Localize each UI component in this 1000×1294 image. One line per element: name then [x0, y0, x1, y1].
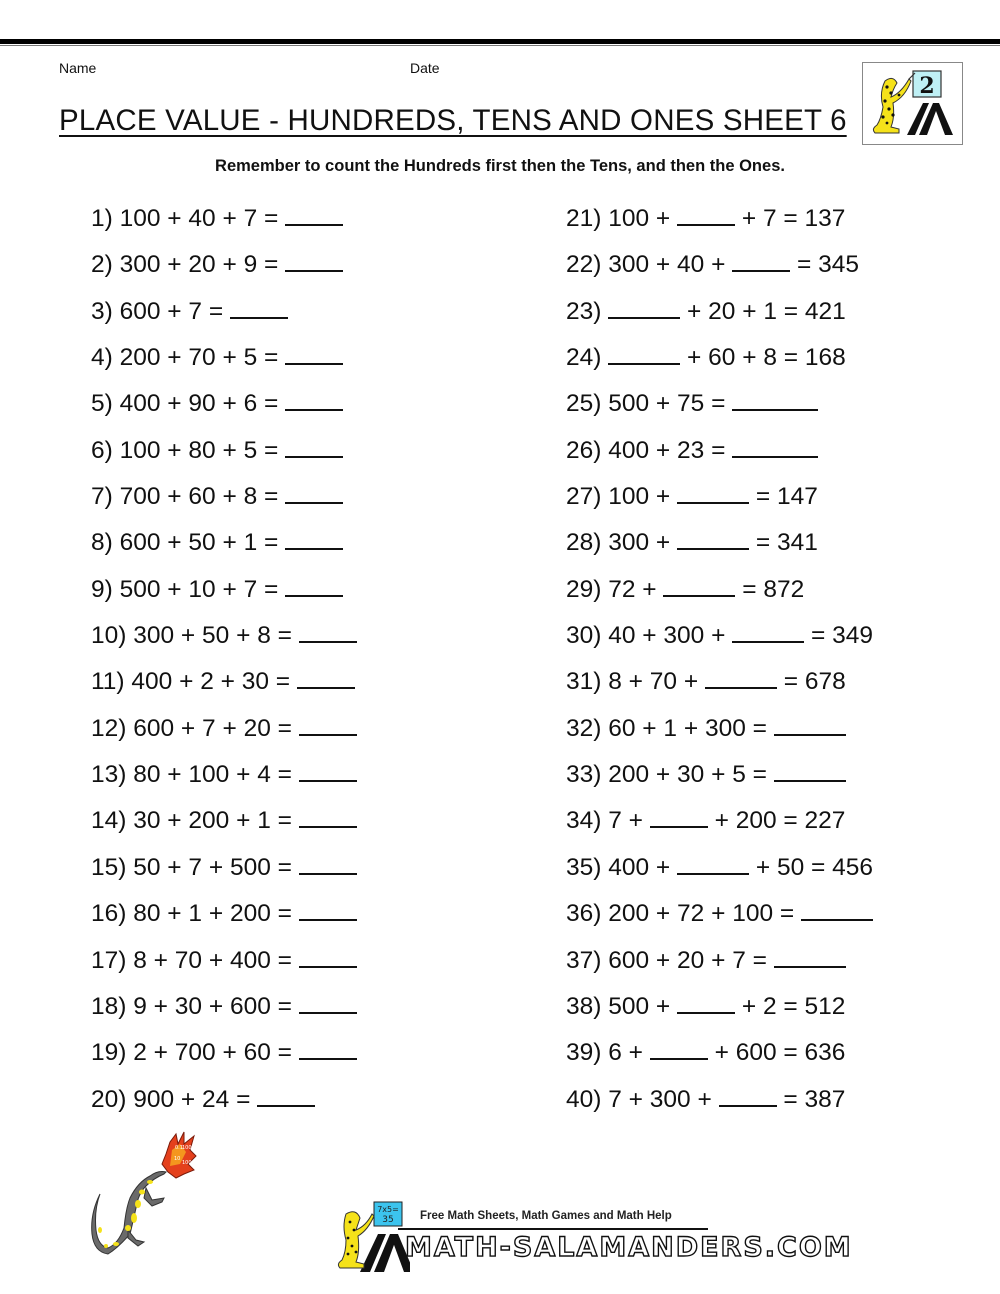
question-number: 36): [566, 900, 602, 928]
question-expression: 9 + 30 + 600 =: [133, 992, 292, 1020]
question-number: 9): [91, 575, 113, 603]
question-result: + 200 = 227: [714, 807, 846, 835]
question-37: [566, 941, 873, 987]
answer-blank[interactable]: [732, 432, 818, 458]
question-expression: 200 + 30 + 5 =: [608, 761, 767, 789]
question-expression: 40 + 300 +: [608, 622, 726, 650]
question-22: [566, 245, 873, 291]
question-expression: 7 + 300 +: [608, 1085, 712, 1113]
question-number: 27): [566, 483, 602, 511]
question-expression: 72 +: [608, 575, 657, 603]
question-expression: 8 + 70 +: [608, 668, 699, 696]
answer-blank[interactable]: [299, 988, 357, 1014]
question-number: 11): [91, 668, 125, 696]
question-33: [566, 755, 873, 801]
question-expression: 600 + 7 =: [119, 297, 224, 325]
question-number: 21): [566, 205, 602, 232]
question-number: 8): [91, 529, 113, 557]
answer-blank[interactable]: [285, 524, 343, 550]
answer-blank[interactable]: [705, 663, 777, 689]
question-27: [566, 477, 873, 523]
question-number: 5): [91, 390, 113, 418]
svg-text:100: 100: [182, 1160, 192, 1166]
question-expression: 300 + 20 + 9 =: [119, 251, 279, 279]
question-12: [91, 709, 357, 755]
answer-blank[interactable]: [299, 1034, 357, 1060]
answer-blank[interactable]: [677, 524, 749, 550]
question-number: 10): [91, 622, 127, 650]
question-9: [91, 570, 357, 616]
answer-blank[interactable]: [650, 802, 708, 828]
question-26: [566, 431, 873, 477]
question-number: 28): [566, 529, 602, 557]
question-expression: 700 + 60 + 8 =: [119, 483, 279, 511]
question-number: 33): [566, 761, 602, 789]
question-34: [566, 801, 873, 847]
question-40: [566, 1080, 873, 1126]
question-expression: 600 + 50 + 1 =: [119, 529, 279, 557]
answer-blank[interactable]: [299, 710, 357, 736]
question-38: [566, 987, 873, 1033]
answer-blank[interactable]: [677, 478, 749, 504]
question-39: [566, 1033, 873, 1079]
question-expression: 200 + 70 + 5 =: [119, 344, 279, 372]
question-2: [91, 245, 357, 291]
answer-blank[interactable]: [650, 1034, 708, 1060]
question-28: [566, 523, 873, 569]
question-expression: 500 + 75 =: [608, 390, 726, 418]
question-20: [91, 1080, 357, 1126]
question-expression: 30 + 200 + 1 =: [133, 807, 292, 835]
question-number: 26): [566, 436, 602, 464]
question-number: 4): [91, 344, 113, 372]
question-number: 14): [91, 807, 127, 835]
question-result: + 7 = 137: [741, 205, 846, 232]
answer-blank[interactable]: [299, 942, 357, 968]
answer-blank[interactable]: [677, 849, 749, 875]
answer-blank[interactable]: [774, 756, 846, 782]
question-expression: 80 + 1 + 200 =: [133, 900, 292, 928]
answer-blank[interactable]: [608, 339, 680, 365]
question-expression: 100 + 80 + 5 =: [119, 436, 279, 464]
question-expression: 50 + 7 + 500 =: [133, 853, 292, 881]
question-10: [91, 616, 357, 662]
salamander-icon: [72, 1130, 202, 1280]
question-30: [566, 616, 873, 662]
fire-salamander-image: [72, 1130, 195, 1270]
question-number: 34): [566, 807, 602, 835]
question-expression: 400 + 90 + 6 =: [119, 390, 279, 418]
top-rule-thin: [0, 45, 1000, 46]
question-number: 1): [91, 205, 113, 232]
answer-blank[interactable]: [663, 571, 735, 597]
question-number: 3): [91, 297, 113, 325]
question-number: 35): [566, 853, 602, 881]
answer-blank[interactable]: [285, 432, 343, 458]
question-25: [566, 384, 873, 430]
question-expression: 500 +: [608, 992, 671, 1020]
question-number: 6): [91, 436, 113, 464]
question-expression: 300 +: [608, 529, 671, 557]
question-32: [566, 709, 873, 755]
answer-blank[interactable]: [285, 200, 343, 226]
answer-blank[interactable]: [230, 293, 288, 319]
question-expression: 200 + 72 + 100 =: [608, 900, 795, 928]
answer-blank[interactable]: [608, 293, 680, 319]
answer-blank[interactable]: [732, 385, 818, 411]
question-number: 17): [91, 946, 127, 974]
question-expression: 600 + 7 + 20 =: [133, 714, 292, 742]
question-24: [566, 338, 873, 384]
question-expression: 900 + 24 =: [133, 1085, 251, 1113]
question-number: 37): [566, 946, 602, 974]
question-8: [91, 523, 357, 569]
page-title: PLACE VALUE - HUNDREDS, TENS AND ONES SHEET 6: [59, 104, 847, 137]
question-14: [91, 801, 357, 847]
answer-blank[interactable]: [285, 246, 343, 272]
question-number: 12): [91, 714, 127, 742]
question-number: 38): [566, 992, 602, 1020]
question-result: = 349: [811, 622, 874, 650]
question-18: [91, 987, 357, 1033]
question-expression: 400 + 23 =: [608, 436, 726, 464]
answer-blank[interactable]: [257, 1081, 315, 1107]
question-expression: 6 +: [608, 1039, 643, 1067]
salamander-board-icon: [330, 1200, 410, 1280]
question-3: [91, 292, 357, 338]
svg-text:7x5=: 7x5=: [377, 1205, 399, 1214]
question-number: 24): [566, 344, 602, 372]
question-result: = 387: [783, 1085, 846, 1113]
question-13: [91, 755, 357, 801]
question-number: 20): [91, 1085, 127, 1113]
question-number: 31): [566, 668, 602, 696]
question-expression: 500 + 10 + 7 =: [119, 575, 279, 603]
question-result: + 50 = 456: [755, 853, 874, 881]
question-expression: 100 +: [608, 483, 671, 511]
answer-blank[interactable]: [801, 895, 873, 921]
question-expression: 7 +: [608, 807, 643, 835]
question-7: [91, 477, 357, 523]
question-expression: 2 + 700 + 60 =: [133, 1039, 292, 1067]
question-result: = 341: [755, 529, 818, 557]
footer-tagline: Free Math Sheets, Math Games and Math Help: [420, 1210, 672, 1222]
answer-blank[interactable]: [677, 200, 735, 226]
question-result: + 2 = 512: [741, 992, 846, 1020]
answer-blank[interactable]: [774, 710, 846, 736]
answer-blank[interactable]: [774, 942, 846, 968]
question-result: + 60 + 8 = 168: [687, 344, 846, 372]
answer-blank[interactable]: [299, 617, 357, 643]
footer-site-link[interactable]: MATH-SALAMANDERS.COM: [405, 1232, 853, 1263]
question-number: 23): [566, 297, 602, 325]
salamander-teacher-icon: [863, 63, 962, 144]
question-expression: 80 + 100 + 4 =: [133, 761, 292, 789]
question-number: 30): [566, 622, 602, 650]
question-15: [91, 848, 357, 894]
question-number: 29): [566, 575, 602, 603]
name-label: Name: [59, 60, 97, 76]
question-expression: 300 + 50 + 8 =: [133, 622, 292, 650]
question-number: 32): [566, 714, 602, 742]
question-result: + 20 + 1 = 421: [687, 297, 846, 325]
question-29: [566, 570, 873, 616]
question-21: [566, 199, 873, 245]
footer-rule: [398, 1228, 708, 1230]
question-result: = 345: [797, 251, 860, 279]
answer-blank[interactable]: [299, 895, 357, 921]
question-6: [91, 431, 357, 477]
question-36: [566, 894, 873, 940]
question-11: [91, 662, 357, 708]
question-number: 22): [566, 251, 602, 279]
answer-blank[interactable]: [299, 849, 357, 875]
question-number: 18): [91, 992, 127, 1020]
questions-column-right: [566, 199, 873, 1126]
question-number: 13): [91, 761, 127, 789]
answer-blank[interactable]: [285, 478, 343, 504]
question-result: = 872: [742, 575, 805, 603]
question-1: [91, 199, 357, 245]
question-35: [566, 848, 873, 894]
question-4: [91, 338, 357, 384]
answer-blank[interactable]: [299, 756, 357, 782]
answer-blank[interactable]: [719, 1081, 777, 1107]
question-number: 7): [91, 483, 113, 511]
answer-blank[interactable]: [297, 663, 355, 689]
question-expression: 60 + 1 + 300 =: [608, 714, 767, 742]
svg-text:0.1: 0.1: [175, 1145, 183, 1151]
answer-blank[interactable]: [732, 617, 804, 643]
question-result: = 147: [755, 483, 818, 511]
answer-blank[interactable]: [299, 802, 357, 828]
top-rule: [0, 39, 1000, 44]
grade-number: 2: [919, 73, 935, 99]
date-label: Date: [410, 60, 440, 76]
svg-text:35: 35: [382, 1215, 394, 1225]
question-expression: 600 + 20 + 7 =: [608, 946, 767, 974]
answer-blank[interactable]: [677, 988, 735, 1014]
question-number: 15): [91, 853, 127, 881]
question-17: [91, 941, 357, 987]
question-expression: 400 +: [608, 853, 671, 881]
question-expression: 8 + 70 + 400 =: [133, 946, 292, 974]
answer-blank[interactable]: [285, 339, 343, 365]
question-number: 40): [566, 1085, 602, 1113]
question-16: [91, 894, 357, 940]
question-result: = 678: [783, 668, 846, 696]
instructions: Remember to count the Hundreds first then the Tens, and then the Ones.: [215, 157, 785, 175]
question-31: [566, 662, 873, 708]
svg-text:10: 10: [174, 1156, 181, 1162]
question-23: [566, 292, 873, 338]
question-result: + 600 = 636: [714, 1039, 846, 1067]
answer-blank[interactable]: [285, 571, 343, 597]
questions-column-left: [91, 199, 357, 1126]
question-19: [91, 1033, 357, 1079]
svg-text:1000: 1000: [182, 1145, 195, 1151]
question-expression: 400 + 2 + 30 =: [131, 668, 291, 696]
question-expression: 300 + 40 +: [608, 251, 726, 279]
question-expression: 100 + 40 + 7 =: [119, 205, 279, 232]
question-number: 2): [91, 251, 113, 279]
answer-blank[interactable]: [285, 385, 343, 411]
question-number: 16): [91, 900, 127, 928]
answer-blank[interactable]: [732, 246, 790, 272]
grade-2-logo: [862, 62, 963, 145]
question-5: [91, 384, 357, 430]
question-number: 39): [566, 1039, 602, 1067]
question-number: 19): [91, 1039, 127, 1067]
question-number: 25): [566, 390, 602, 418]
question-expression: 100 +: [608, 205, 671, 232]
